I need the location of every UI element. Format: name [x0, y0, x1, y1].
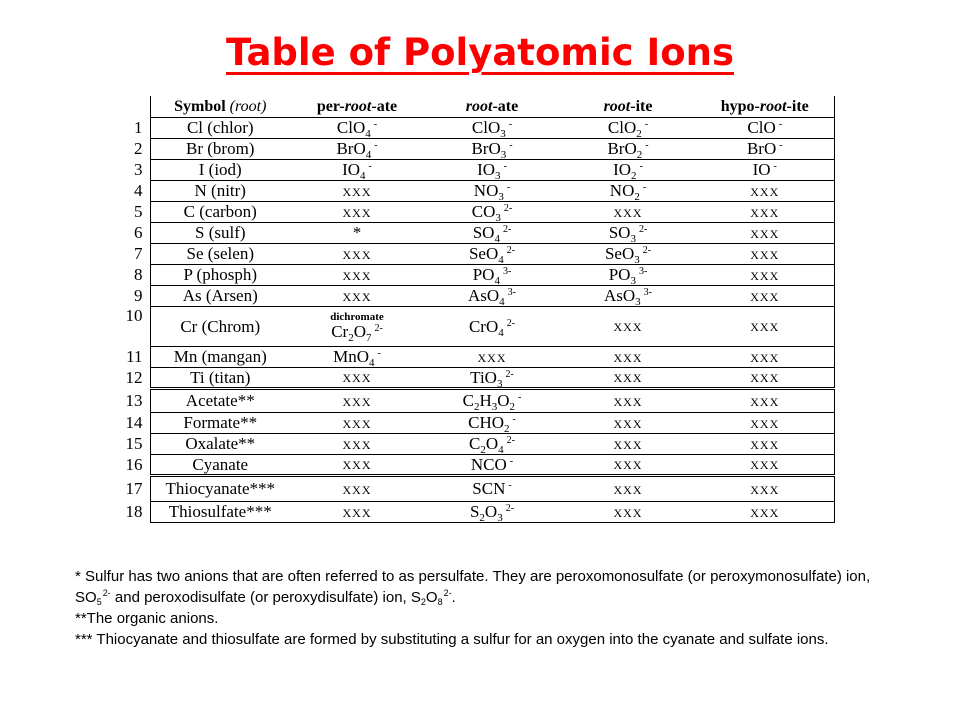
table-row [122, 455, 834, 476]
table-row [122, 389, 834, 413]
symbol-cell: Acetate** [150, 389, 290, 413]
symbol-cell: Br (brom) [150, 139, 290, 160]
row-number: 8 [134, 265, 143, 284]
ite-cell: $NO_2^-$ [560, 181, 696, 202]
footnote-persulfate: * Sulfur has two anions that are often referred to as persulfate. They are peroxomonosulfate (or peroxymonosulfate) ion, $SO_5^{2-}$ and peroxodisulfate (or peroxydisulfate) ion, $S_2O_8^{2-}$. [75, 568, 871, 607]
per-ate-cell: XXX [290, 476, 424, 502]
row-number: 17 [125, 478, 143, 498]
ite-cell: XXX [560, 202, 696, 223]
row-number: 13 [125, 390, 143, 410]
ate-cell: $C_2H_3O_2^-$ [424, 389, 560, 413]
ite-cell: BrO$_2$- [560, 139, 696, 160]
row-number: 18 [125, 502, 143, 521]
ate-cell: AsO$_4^{3-}$ [424, 286, 560, 307]
ate-cell: $SO_4^{2-}$ [424, 223, 560, 244]
header-num [122, 96, 150, 118]
ite-cell: XXX [560, 389, 696, 413]
dichromate-label: dichromate [330, 311, 384, 323]
table-row [122, 202, 834, 223]
footnotes [75, 566, 895, 650]
ite-cell: XXX [560, 347, 696, 368]
ate-cell: $PO_4^{3-}$ [424, 265, 560, 286]
symbol-cell: As (Arsen) [150, 286, 290, 307]
row-number: 14 [125, 413, 143, 432]
per-ate-cell: XXX [290, 202, 424, 223]
per-ate-cell: dichromate $Cr_2O_7^{2-}$ [290, 307, 424, 347]
table-row [122, 307, 834, 347]
row-number: 15 [125, 434, 143, 453]
ate-cell: SCN - [424, 476, 560, 502]
symbol-cell: Thiocyanate*** [150, 476, 290, 502]
ite-cell: SeO$_3^{2-}$ [560, 244, 696, 265]
hypo-ite-cell: ClO - [696, 118, 834, 139]
header-ate: root-ate [424, 96, 560, 118]
hypo-ite-cell: BrO - [696, 139, 834, 160]
hypo-ite-cell: XXX [696, 223, 834, 244]
ate-cell: TiO$_3^{2-}$ [424, 368, 560, 389]
row-number: 3 [134, 160, 143, 179]
symbol-cell: Thiosulfate*** [150, 502, 290, 523]
hypo-ite-cell: XXX [696, 307, 834, 347]
row-number: 6 [134, 223, 143, 242]
row-number: 7 [134, 244, 143, 263]
ate-cell: $NO_3^-$ [424, 181, 560, 202]
footnote-thio: *** Thiocyanate and thiosulfate are formed by substituting a sulfur for an oxygen into the cyanate and sulfate ions. [75, 631, 829, 648]
ate-cell: $IO_3^-$ [424, 160, 560, 181]
header-hypo-ite: hypo-root-ite [696, 96, 834, 118]
table-row [122, 139, 834, 160]
ate-cell: SeO$_4^{2-}$ [424, 244, 560, 265]
ite-cell: XXX [560, 455, 696, 476]
ate-cell: $CO_3^{2-}$ [424, 202, 560, 223]
symbol-cell: Cl (chlor) [150, 118, 290, 139]
footnote-organic: **The organic anions. [75, 610, 219, 627]
table-row [122, 223, 834, 244]
hypo-ite-cell: XXX [696, 265, 834, 286]
symbol-cell: Formate** [150, 413, 290, 434]
table-row [122, 160, 834, 181]
table-row [122, 434, 834, 455]
hypo-ite-cell: XXX [696, 502, 834, 523]
row-number: 1 [134, 118, 143, 137]
symbol-cell: C (carbon) [150, 202, 290, 223]
symbol-cell: Cyanate [150, 455, 290, 476]
hypo-ite-cell: XXX [696, 181, 834, 202]
ate-cell: $C_2O_4^{2-}$ [424, 434, 560, 455]
symbol-cell: P (phosph) [150, 265, 290, 286]
ite-cell: XXX [560, 476, 696, 502]
ate-cell: $S_2O_3^{2-}$ [424, 502, 560, 523]
per-ate-cell: XXX [290, 434, 424, 455]
header-ite: root-ite [560, 96, 696, 118]
ate-cell: XXX [424, 347, 560, 368]
row-number: 16 [125, 455, 143, 474]
header-symbol: Symbol (root) [150, 96, 290, 118]
ate-cell: NCO - [424, 455, 560, 476]
ate-cell: BrO$_3$- [424, 139, 560, 160]
table-row [122, 347, 834, 368]
row-number: 4 [134, 181, 143, 200]
ite-cell: XXX [560, 307, 696, 347]
hypo-ite-cell: XXX [696, 455, 834, 476]
table-row [122, 286, 834, 307]
per-ate-cell: XXX [290, 502, 424, 523]
per-ate-cell: XXX [290, 265, 424, 286]
symbol-cell: Se (selen) [150, 244, 290, 265]
ite-cell: AsO$_3^{3-}$ [560, 286, 696, 307]
polyatomic-ion-table [122, 96, 835, 523]
table-header-row [122, 96, 834, 118]
hypo-ite-cell: XXX [696, 202, 834, 223]
table-row [122, 368, 834, 389]
table-row [122, 265, 834, 286]
symbol-cell: S (sulf) [150, 223, 290, 244]
symbol-cell: Cr (Chrom) [150, 307, 290, 347]
ate-cell: ClO$_3$- [424, 118, 560, 139]
per-ate-cell: $IO_4^-$ [290, 160, 424, 181]
per-ate-cell: BrO$_4$- [290, 139, 424, 160]
symbol-cell: Oxalate** [150, 434, 290, 455]
per-ate-cell: XXX [290, 286, 424, 307]
hypo-ite-cell: XXX [696, 389, 834, 413]
table-row [122, 181, 834, 202]
symbol-cell: N (nitr) [150, 181, 290, 202]
table-row [122, 413, 834, 434]
table-row [122, 244, 834, 265]
per-ate-cell: XXX [290, 413, 424, 434]
hypo-ite-cell: IO - [696, 160, 834, 181]
ite-cell: XXX [560, 413, 696, 434]
page-title: Table of Polyatomic Ions [226, 31, 734, 74]
symbol-cell: Ti (titan) [150, 368, 290, 389]
row-number: 12 [125, 368, 143, 387]
per-ate-cell: XXX [290, 389, 424, 413]
per-ate-cell: XXX [290, 368, 424, 389]
row-number: 5 [134, 202, 143, 221]
per-ate-cell: XXX [290, 181, 424, 202]
hypo-ite-cell: XXX [696, 244, 834, 265]
per-ate-cell: MnO$_4$- [290, 347, 424, 368]
row-number: 10 [125, 305, 143, 325]
ate-cell: $CHO_2^-$ [424, 413, 560, 434]
hypo-ite-cell: XXX [696, 286, 834, 307]
table-row [122, 502, 834, 523]
table-row [122, 118, 834, 139]
row-number: 11 [126, 347, 143, 366]
hypo-ite-cell: XXX [696, 347, 834, 368]
hypo-ite-cell: XXX [696, 476, 834, 502]
ate-cell: CrO$_4^{2-}$ [424, 307, 560, 347]
header-per-ate: per-root-ate [290, 96, 424, 118]
per-ate-cell: XXX [290, 244, 424, 265]
row-number: 2 [134, 139, 143, 158]
ite-cell: $IO_2^-$ [560, 160, 696, 181]
ite-cell: $PO_3^{3-}$ [560, 265, 696, 286]
ite-cell: $SO_3^{2-}$ [560, 223, 696, 244]
per-ate-cell: XXX [290, 455, 424, 476]
symbol-cell: Mn (mangan) [150, 347, 290, 368]
hypo-ite-cell: XXX [696, 434, 834, 455]
row-number: 9 [134, 286, 143, 305]
hypo-ite-cell: XXX [696, 413, 834, 434]
ite-cell: XXX [560, 368, 696, 389]
ite-cell: ClO$_2$- [560, 118, 696, 139]
symbol-cell: I (iod) [150, 160, 290, 181]
table-row [122, 476, 834, 502]
per-ate-cell: * [290, 223, 424, 244]
per-ate-cell: ClO$_4$- [290, 118, 424, 139]
ite-cell: XXX [560, 434, 696, 455]
hypo-ite-cell: XXX [696, 368, 834, 389]
ite-cell: XXX [560, 502, 696, 523]
